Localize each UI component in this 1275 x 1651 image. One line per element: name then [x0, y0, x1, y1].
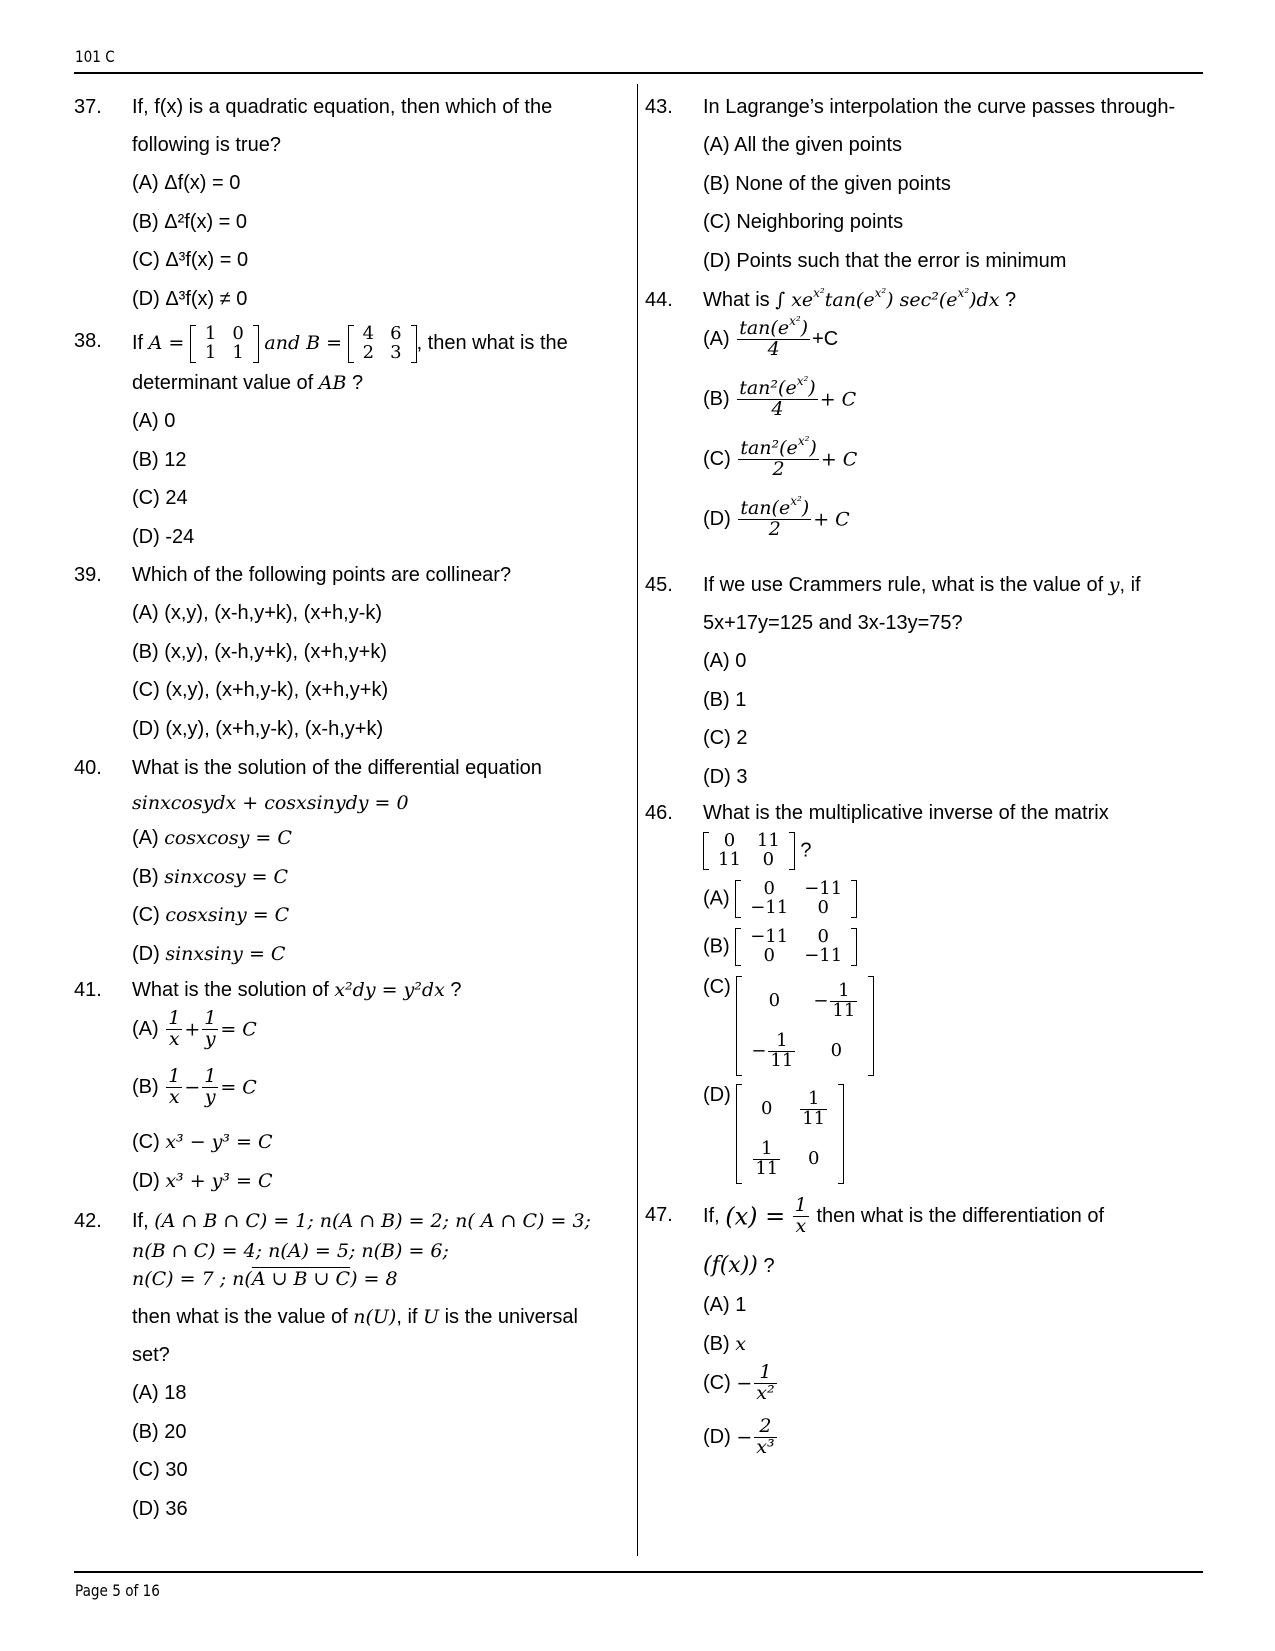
question-text: n(C) = 7 ; n(A ∪ B ∪ C) = 8 [132, 1268, 398, 1290]
option-d[interactable]: (D) sinxsiny = C [132, 942, 286, 965]
question-text: If A = 1 0 1 1 and B = 4 6 2 3 , then what is the [132, 322, 568, 363]
question-text: If we use Crammers rule, what is the value of y, if [703, 574, 1141, 596]
question-number: 41. [74, 979, 102, 1001]
question-text: If, (A ∩ B ∩ C) = 1; n(A ∩ B) = 2; n( A ∩ C) = 3; [132, 1210, 591, 1232]
option-a[interactable]: (A) 1 [703, 1294, 747, 1316]
option-a[interactable]: (A) cosxcosy = C [132, 827, 292, 849]
option-b[interactable]: (B) 20 [132, 1420, 187, 1443]
option-d[interactable]: (D) (x,y), (x+h,y-k), (x-h,y+k) [132, 717, 384, 740]
question-number: 44. [645, 289, 673, 311]
option-b[interactable]: (B) 1 [703, 688, 747, 711]
option-a[interactable]: (A) (x,y), (x-h,y+k), (x+h,y-k) [132, 602, 382, 624]
question-number: 38. [74, 330, 102, 352]
option-a[interactable]: (A) 18 [132, 1382, 187, 1404]
option-c[interactable]: (C) (x,y), (x+h,y-k), (x+h,y+k) [132, 679, 389, 701]
question-text: If, f(x) is a quadratic equation, then which of the [132, 96, 553, 118]
question-number: 42. [74, 1210, 102, 1232]
option-d[interactable]: (D) 3 [703, 765, 748, 788]
column-divider [637, 84, 638, 1556]
option-a[interactable]: (A) $\frac{1}{x}$ + $\frac{1}{y}$ = C [132, 1007, 257, 1050]
option-b[interactable]: (B) −11 0 0 −11 [703, 928, 1109, 976]
option-a[interactable]: (A) Δf(x) = 0 [132, 172, 241, 194]
option-a[interactable]: (A) 0 [132, 410, 176, 432]
option-a[interactable]: (A) All the given points [703, 134, 902, 156]
question-text: What is ∫ $xe^{x^2}\tan(e^{x^2})$ $\sec^2(e^{x^2})dx$ ? [703, 286, 1017, 311]
option-c[interactable]: (C) 30 [132, 1459, 188, 1481]
question-text: set? [132, 1344, 170, 1366]
question-text: n(B ∩ C) = 4; n(A) = 5; n(B) = 6; [132, 1240, 449, 1262]
question-text: (f(x)) ? [703, 1253, 775, 1278]
footer-rule [74, 1571, 1203, 1573]
question-text: Which of the following points are collinear? [132, 564, 512, 586]
option-d[interactable]: (D) − $\frac{2}{\text{x³}}$ [703, 1415, 775, 1458]
question-text: 5x+17y=125 and 3x-13y=75? [703, 612, 963, 634]
question-number: 40. [74, 757, 102, 779]
header-code: 101 C [75, 47, 115, 66]
option-d[interactable]: (D) 0 $\frac{1}{11}$ $\frac{1}{11}$ 0 [703, 1084, 1109, 1192]
option-c[interactable]: (C) Neighboring points [703, 211, 904, 233]
question-number: 37. [74, 96, 102, 118]
option-d[interactable]: (D) Points such that the error is minimum [703, 249, 1067, 272]
option-c[interactable]: (C) $\frac{\tan^2(e^{x^2})}{2}$ + C [703, 434, 858, 480]
option-c[interactable]: (C) 2 [703, 727, 748, 749]
question-number: 46. [645, 802, 673, 824]
option-b[interactable]: (B) (x,y), (x-h,y+k), (x+h,y+k) [132, 640, 388, 663]
option-c[interactable]: (C) Δ³f(x) = 0 [132, 249, 249, 271]
question-text: following is true? [132, 134, 281, 156]
option-d[interactable]: (D) x³ + y³ = C [132, 1169, 273, 1192]
question-text: then what is the value of n(U), if U is the universal [132, 1306, 578, 1328]
matrix-b: 4 6 2 3 [348, 325, 417, 363]
option-c[interactable]: (C) x³ − y³ = C [132, 1131, 273, 1153]
option-b[interactable]: (B) $\frac{\tan^2(e^{x^2})}{4}$ + C [703, 374, 857, 420]
option-c[interactable]: (C) 0 − $\frac{1}{11}$ − $\frac{1}{11}$ 0 [703, 976, 1109, 1084]
option-a[interactable]: (A) $\frac{\tan(e^{x^2})}{4}$ +C [703, 314, 839, 360]
option-d[interactable]: (D) 36 [132, 1497, 188, 1520]
option-c[interactable]: (C) cosxsiny = C [132, 904, 290, 926]
question-number: 47. [645, 1204, 673, 1226]
question-text: If, (x) = $\frac{1}{x}$ then what is the differentiation of [703, 1194, 1105, 1237]
option-b[interactable]: (B) 12 [132, 448, 187, 471]
question-number: 45. [645, 574, 673, 596]
option-a[interactable]: (A) 0 −11 −11 0 [703, 880, 1109, 928]
option-d[interactable]: (D) $\frac{\tan(e^{x^2})}{2}$ + C [703, 494, 850, 540]
question-text: What is the solution of x²dy = y²dx ? [132, 979, 462, 1001]
header-rule [74, 72, 1203, 74]
question-number: 43. [645, 96, 673, 118]
option-b[interactable]: (B) $\frac{1}{x}$ − $\frac{1}{y}$ = C [132, 1065, 257, 1108]
question-text: What is the solution of the differential equation [132, 757, 542, 779]
option-a[interactable]: (A) 0 [703, 650, 747, 672]
option-d[interactable]: (D) Δ³f(x) ≠ 0 [132, 287, 248, 310]
option-b[interactable]: (B) sinxcosy = C [132, 865, 289, 888]
matrix-a: 1 0 1 1 [190, 325, 259, 363]
option-b[interactable]: (B) x [703, 1332, 746, 1355]
option-c[interactable]: (C) 24 [132, 487, 188, 509]
matrix: 0 11 11 0 ? [703, 832, 1109, 880]
option-b[interactable]: (B) None of the given points [703, 172, 951, 195]
option-b[interactable]: (B) Δ²f(x) = 0 [132, 210, 248, 233]
question-text: In Lagrange’s interpolation the curve passes through- [703, 96, 1176, 118]
question-text: What is the multiplicative inverse of the matrix [703, 802, 1109, 824]
question-number: 39. [74, 564, 102, 586]
equation: sinxcosydx + cosxsinydy = 0 [132, 792, 409, 814]
page-number: Page 5 of 16 [75, 1581, 160, 1600]
option-d[interactable]: (D) -24 [132, 525, 195, 548]
question-text: determinant value of AB ? [132, 372, 364, 394]
option-c[interactable]: (C) − $\frac{1}{\text{x²}}$ [703, 1361, 775, 1404]
